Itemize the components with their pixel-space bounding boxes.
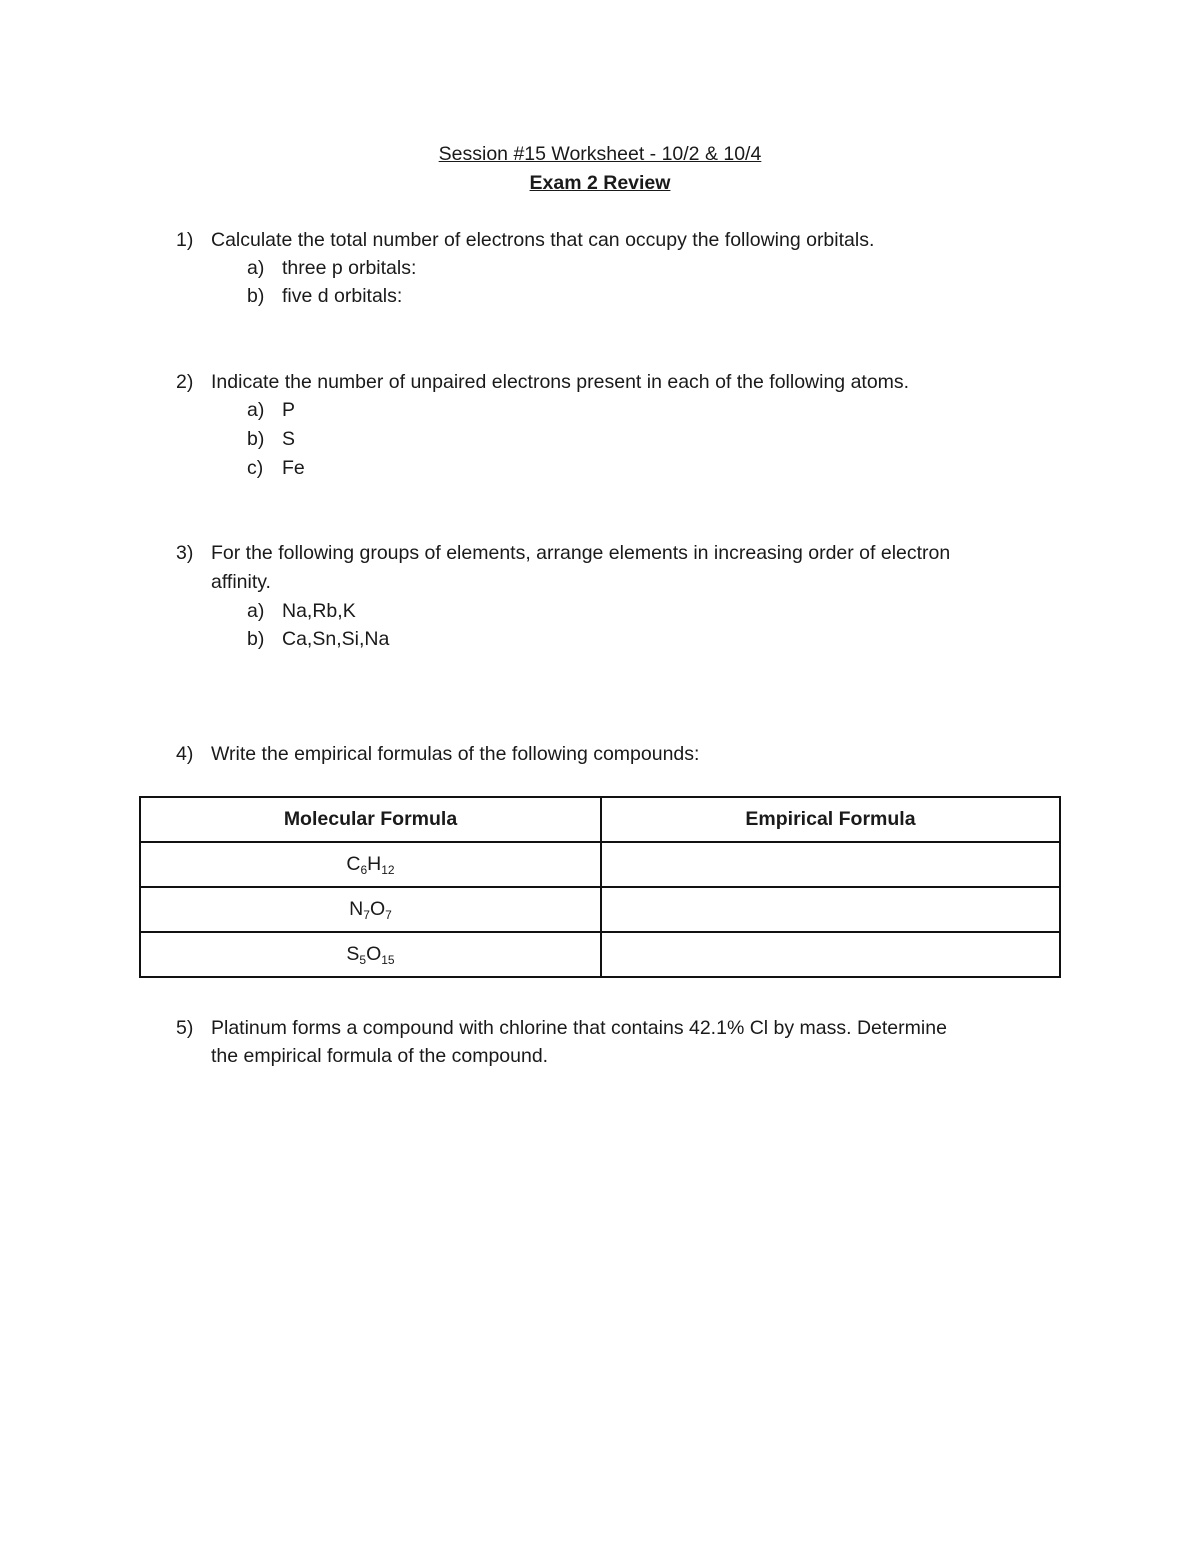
part-text: P xyxy=(282,399,296,421)
part-text: Ca,Sn,Si,Na xyxy=(282,628,390,650)
part-text: Fe xyxy=(282,457,305,479)
question-text: Platinum forms a compound with chlorine that contains 42.1% Cl by mass. Determine xyxy=(211,1017,947,1039)
table-row xyxy=(140,842,1060,887)
empirical-formula-cell[interactable] xyxy=(601,842,1060,887)
molecular-formula-cell xyxy=(140,842,601,887)
part-label: b) xyxy=(247,285,265,307)
subscript: 6 xyxy=(360,863,368,877)
question-text: Write the empirical formulas of the following compounds: xyxy=(211,743,700,765)
question-number: 5) xyxy=(176,1017,194,1039)
molecular-formula-cell xyxy=(140,932,601,977)
empirical-formula-header: Empirical Formula xyxy=(601,797,1060,842)
question-number: 4) xyxy=(176,743,194,765)
worksheet-title: Session #15 Worksheet - 10/2 & 10/4 xyxy=(438,143,762,165)
subscript: 7 xyxy=(385,908,392,922)
question-text: Indicate the number of unpaired electrons present in each of the following atoms. xyxy=(211,371,910,393)
part-label: b) xyxy=(247,628,265,650)
element-symbol: O xyxy=(369,898,386,920)
part-label: a) xyxy=(247,600,265,622)
part-label: a) xyxy=(247,257,265,279)
part-text: Na,Rb,K xyxy=(282,600,356,622)
molecular-formula-cell xyxy=(140,887,601,932)
element-symbol: S xyxy=(346,943,360,965)
part-text: three p orbitals: xyxy=(282,257,417,279)
table-row xyxy=(140,932,1060,977)
question-text-continued: the empirical formula of the compound. xyxy=(211,1045,549,1067)
subscript: 5 xyxy=(359,953,367,967)
part-text: five d orbitals: xyxy=(282,285,403,307)
part-label: c) xyxy=(247,457,264,479)
worksheet-subtitle: Exam 2 Review xyxy=(529,172,671,194)
part-text: S xyxy=(282,428,296,450)
question-number: 3) xyxy=(176,542,194,564)
part-label: a) xyxy=(247,399,265,421)
subscript: 7 xyxy=(363,908,370,922)
element-symbol: H xyxy=(367,853,382,875)
molecular-formula-header: Molecular Formula xyxy=(140,797,601,842)
question-text: Calculate the total number of electrons that can occupy the following orbitals. xyxy=(211,229,875,251)
question-number: 2) xyxy=(176,371,194,393)
subscript: 15 xyxy=(381,953,395,967)
formula-table xyxy=(139,796,1061,978)
element-symbol: C xyxy=(346,853,361,875)
empirical-formula-cell[interactable] xyxy=(601,932,1060,977)
question-number: 1) xyxy=(176,229,194,251)
empirical-formula-cell[interactable] xyxy=(601,887,1060,932)
element-symbol: O xyxy=(366,943,382,965)
table-header-row xyxy=(140,797,1060,842)
element-symbol: N xyxy=(349,898,364,920)
subscript: 12 xyxy=(381,863,395,877)
table-row xyxy=(140,887,1060,932)
part-label: b) xyxy=(247,428,265,450)
question-text-continued: affinity. xyxy=(211,571,271,593)
question-text: For the following groups of elements, arrange elements in increasing order of electron xyxy=(211,542,951,564)
